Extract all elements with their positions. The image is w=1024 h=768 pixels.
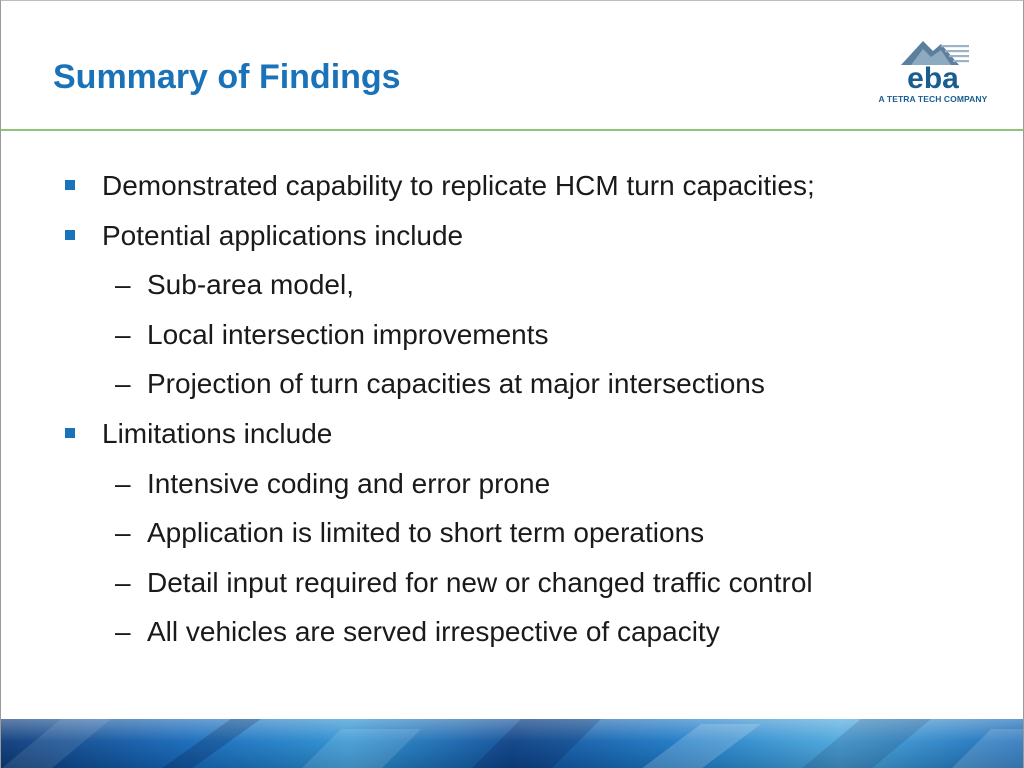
bullet-item (1, 211, 1024, 261)
sub-bullet-text: Local intersection improvements (147, 318, 549, 350)
sub-bullet-text: Sub-area model, (147, 269, 355, 301)
eba-logo (871, 35, 995, 107)
logo-tagline: A TETRA TECH COMPANY (878, 94, 988, 104)
bullet-text: Limitations include (102, 417, 333, 449)
slide-title: Summary of Findings (53, 58, 401, 96)
square-bullet-icon (65, 180, 75, 190)
dash-bullet-icon: – (115, 467, 131, 499)
sub-bullet-text: Intensive coding and error prone (147, 467, 551, 499)
sub-bullet-text: Detail input required for new or changed traffic control (147, 566, 813, 598)
eba-logo-mark (871, 35, 995, 93)
bullet-item (1, 161, 1024, 211)
dash-bullet-icon: – (115, 517, 131, 549)
sub-bullet-item (1, 508, 1024, 558)
logo-wordmark: eba (907, 62, 959, 93)
sub-bullet-item (1, 359, 1024, 409)
bullet-text: Demonstrated capability to replicate HCM turn capacities; (102, 170, 815, 201)
square-bullet-icon (65, 428, 75, 438)
footer-pattern (1, 719, 1024, 768)
title-divider (1, 129, 1024, 131)
sub-bullet-item (1, 607, 1024, 657)
sub-bullet-item (1, 260, 1024, 310)
dash-bullet-icon: – (115, 616, 131, 648)
sub-bullet-item (1, 558, 1024, 608)
sub-bullet-text: Projection of turn capacities at major intersections (147, 368, 765, 400)
sub-bullet-text: All vehicles are served irrespective of capacity (147, 616, 720, 648)
sub-bullet-item (1, 310, 1024, 360)
square-bullet-icon (65, 230, 75, 240)
sub-bullet-item (1, 459, 1024, 509)
bullet-text: Potential applications include (102, 219, 464, 251)
footer-banner (1, 719, 1024, 768)
dash-bullet-icon: – (115, 269, 131, 301)
sub-bullet-text: Application is limited to short term operations (147, 517, 705, 549)
dash-bullet-icon: – (115, 368, 131, 400)
dash-bullet-icon: – (115, 566, 131, 598)
bullet-list (1, 161, 1024, 657)
bullet-item (1, 409, 1024, 459)
dash-bullet-icon: – (115, 318, 131, 350)
